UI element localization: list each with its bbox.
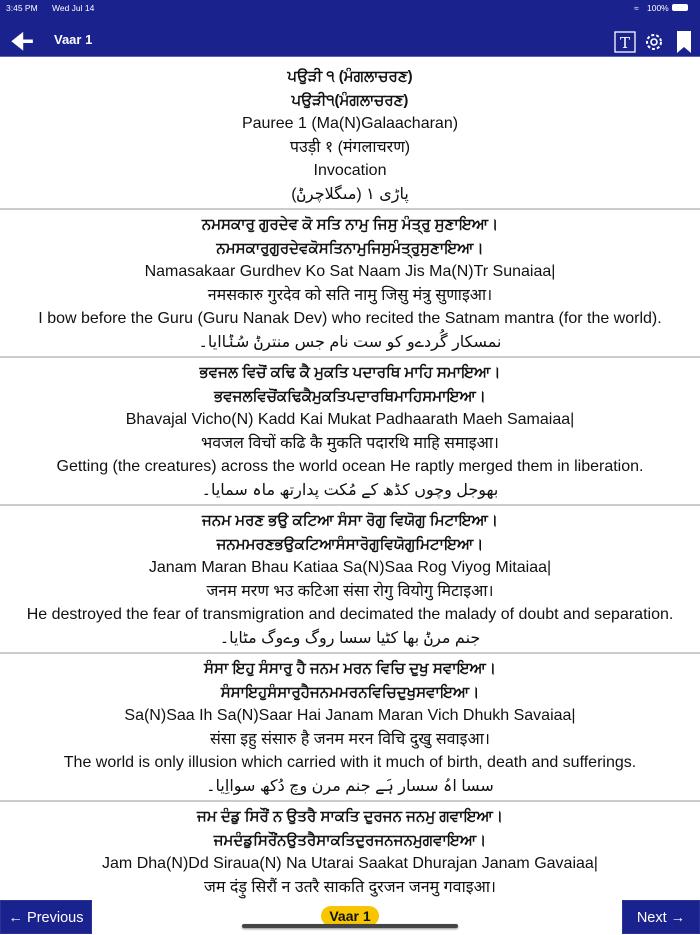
- shahmukhi-line: پاڑی ١ (مںگلاچرݨ): [291, 185, 409, 203]
- pauri-block: [0, 210, 700, 358]
- pauri-block: [0, 802, 700, 900]
- shahmukhi-line: جنم مرݨ بھا کٹیا سسا روگ وےوگ مٹایا۔: [219, 629, 481, 647]
- hindi-line: नमसकारु गुरदेव को सति नामु जिसु मंत्रु सुणाइआ।: [207, 286, 493, 304]
- bookmark-icon[interactable]: [672, 30, 696, 54]
- transliteration-line: Bhavajal Vicho(N) Kadd Kai Mukat Padhaarath Maeh Samaiaa|: [125, 411, 575, 428]
- text-size-icon[interactable]: [613, 30, 637, 54]
- top-bar: [0, 0, 700, 57]
- pauri-block: [0, 506, 700, 654]
- hindi-line: पउड़ी १ (मंगलाचरण): [289, 138, 411, 156]
- hindi-line: जम दंड़ु सिरौं न उतरै साकति दुरजन जनमु गवाइआ।: [204, 878, 496, 896]
- translation-line: Invocation: [313, 162, 387, 179]
- gurmukhi-joined-line: ਜਮਦੰਡੁਸਿਰੌਂਨਉਤਰੈਸਾਕਤਿਦੁਰਜਨਜਨਮੁਗਵਾਇਆ।: [213, 831, 487, 849]
- pauri-block: [0, 654, 700, 802]
- back-arrow-icon[interactable]: 🠈: [10, 26, 35, 56]
- translation-line: He destroyed the fear of transmigration and decimated the malady of doubt and separation.: [26, 606, 674, 623]
- translation-line: I bow before the Guru (Guru Nanak Dev) who recited the Satnam mantra (for the world).: [38, 310, 662, 327]
- home-indicator: [242, 924, 458, 928]
- hindi-line: भवजल विचों कढि कै मुकति पदारथि माहि समाइआ।: [201, 434, 499, 452]
- transliteration-line: Sa(N)Saa Ih Sa(N)Saar Hai Janam Maran Vich Dhukh Savaiaa|: [124, 707, 576, 724]
- svg-text:T: T: [619, 34, 631, 52]
- gurmukhi-line: ਨਮਸਕਾਰੁ ਗੁਰਦੇਵ ਕੋ ਸਤਿ ਨਾਮੁ ਜਿਸੁ ਮੰਤ੍ਰੁ ਸੁਣਾਇਆ।: [201, 216, 499, 233]
- hindi-line: संसा इहु संसारु है जनम मरन विचि दुखु सवाइआ।: [210, 730, 490, 748]
- status-date: Wed Jul 14: [52, 3, 95, 13]
- status-time: 3:45 PM: [6, 3, 38, 13]
- translation-line: Getting (the creatures) across the world ocean He raptly merged them in liberation.: [56, 458, 644, 475]
- gurmukhi-joined-line: ਪਉੜੀ੧(ਮੰਗਲਾਚਰਣ): [291, 91, 409, 109]
- wifi-icon: ≈: [634, 3, 639, 13]
- translation-line: The world is only illusion which carried with it much of birth, death and sufferings.: [63, 754, 637, 771]
- page-title: Vaar 1: [54, 32, 93, 47]
- shahmukhi-line: نمسکار گُردےو کو ست نام جس منترݨ سُݨاایا۔: [198, 333, 502, 351]
- hindi-line: जनम मरण भउ कटिआ संसा रोगु वियोगु मिटाइआ।: [206, 582, 494, 600]
- transliteration-line: Jam Dha(N)Dd Siraua(N) Na Utarai Saakat Dhurajan Janam Gavaiaa|: [102, 855, 598, 872]
- shahmukhi-line: سسا اہُ سسار ہَے جنم مرن وچ دُکھ سوااِیا۔: [206, 777, 494, 795]
- battery-level: 100%: [647, 3, 669, 13]
- gurmukhi-joined-line: ਨਮਸਕਾਰੁਗੁਰਦੇਵਕੋਸਤਿਨਾਮੁਜਿਸੁਮੰਤ੍ਰੁਸੁਣਾਇਆ।: [216, 239, 484, 257]
- previous-button[interactable]: ← Previous: [0, 900, 92, 934]
- gurmukhi-line: ਭਵਜਲ ਵਿਚੋਂ ਕਢਿ ਕੈ ਮੁਕਤਿ ਪਦਾਰਥਿ ਮਾਹਿ ਸਮਾਇਆ।: [199, 364, 501, 381]
- battery-icon: [672, 4, 688, 11]
- pauri-list: [0, 62, 700, 900]
- transliteration-line: Janam Maran Bhau Katiaa Sa(N)Saa Rog Viyog Mitaiaa|: [148, 559, 552, 576]
- gurmukhi-joined-line: ਭਵਜਲਵਿਚੋਂਕਢਿਕੈਮੁਕਤਿਪਦਾਰਥਿਮਾਹਿਸਮਾਇਆ।: [214, 387, 486, 405]
- gear-icon[interactable]: [642, 30, 666, 54]
- shahmukhi-line: بھوجل وچوں کڈھ کے مُکت پدارتھ ماہ سمایا۔: [201, 481, 499, 499]
- gurmukhi-line: ਪਉੜੀ ੧ (ਮੰਗਲਾਚਰਣ): [287, 68, 413, 85]
- gurmukhi-joined-line: ਜਨਮਮਰਣਭਉਕਟਿਆਸੰਸਾਰੋਗੁਵਿਯੋਗੁਮਿਟਾਇਆ।: [216, 535, 484, 553]
- transliteration-line: Pauree 1 (Ma(N)Galaacharan): [241, 115, 459, 132]
- current-vaar-badge: Vaar 1: [321, 906, 379, 926]
- pauri-block: [0, 358, 700, 506]
- next-button[interactable]: Next →: [622, 900, 700, 934]
- gurmukhi-line: ਜਮ ਦੰਡੁ ਸਿਰੌਂ ਨ ਉਤਰੈ ਸਾਕਤਿ ਦੁਰਜਨ ਜਨਮੁ ਗਵਾਇਆ।: [197, 808, 503, 825]
- transliteration-line: Namasakaar Gurdhev Ko Sat Naam Jis Ma(N)Tr Sunaiaa|: [144, 263, 556, 280]
- gurmukhi-line: ਸੰਸਾ ਇਹੁ ਸੰਸਾਰੁ ਹੈ ਜਨਮ ਮਰਨ ਵਿਚਿ ਦੁਖੁ ਸਵਾਇਆ।: [204, 660, 496, 677]
- gurmukhi-line: ਜਨਮ ਮਰਣ ਭਉ ਕਟਿਆ ਸੰਸਾ ਰੋਗੁ ਵਿਯੋਗੁ ਮਿਟਾਇਆ।: [202, 512, 498, 529]
- gurmukhi-joined-line: ਸੰਸਾਇਹੁਸੰਸਾਰੁਹੈਜਨਮਮਰਨਵਿਚਿਦੁਖੁਸਵਾਇਆ।: [220, 683, 480, 701]
- pauri-block: [0, 62, 700, 210]
